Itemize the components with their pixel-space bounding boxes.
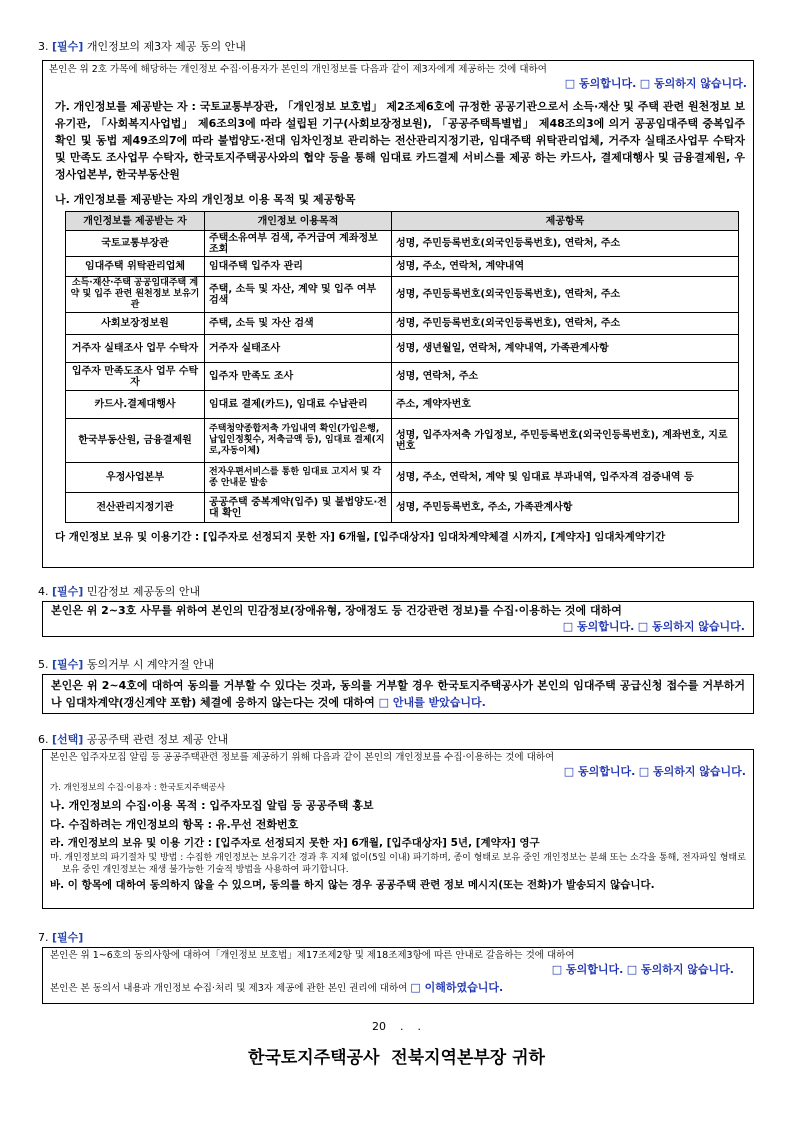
- table-row: 국토교통부장관 주택소유여부 검색, 주거급여 계좌정보조회 성명, 주민등록번호(외국인등록번호), 연락처, 주소: [66, 231, 739, 257]
- provision-table: [65, 211, 739, 523]
- rights-understanding: [50, 978, 746, 999]
- consent-intro: 본인은 위 2호 가목에 해당하는 개인정보 수집·이용자가 본인의 개인정보를 다음과 같이 제3자에게 제공하는 것에 대하여: [49, 64, 547, 75]
- understood-checkbox[interactable]: □ 이해하였습니다.: [410, 981, 504, 994]
- table-row: 우정사업본부 전자우편서비스를 통한 임대료 고지서 및 각종 안내문 발송 성명, 주소, 연락처, 계약 및 임대료 부과내역, 입주자격 검증내역 등: [66, 463, 739, 493]
- header-recipient: 개인정보를 제공받는 자: [66, 212, 205, 231]
- table-row: 임대주택 위탁관리업체 임대주택 입주자 관리 성명, 주소, 연락처, 계약내역: [66, 257, 739, 277]
- section-number: 4.: [38, 585, 49, 598]
- section-7-box: [42, 947, 754, 1004]
- retention-line: 라. 개인정보의 보유 및 이용 기간 : [입주자로 선정되지 못한 자] 6개월, [입주대상자] 5년, [계약자] 영구: [50, 837, 540, 849]
- section-heading: 동의거부 시 계약거절 안내: [86, 658, 215, 671]
- section-number: 3.: [38, 40, 49, 53]
- section-number: 5.: [38, 658, 49, 671]
- disagree-checkbox[interactable]: □ 동의하지 않습니다.: [638, 765, 746, 778]
- agree-checkbox[interactable]: □ 동의합니다.: [563, 765, 636, 778]
- agree-checkbox[interactable]: □ 동의합니다.: [564, 77, 637, 90]
- provided-to-text: 가. 개인정보를 제공받는 자 : 국토교통부장관, 「개인정보 보호법」 제2조제6호에 규정한 공공기관으로서 소득·재산 및 주택 관련 원천정보 보유기관, 「사회복지사업법」 제6조의3에 따라 설립된 기구(사회보장정보원), 「공공주택특별법」 제48조의3에 의거 공공임대주택 중복입주 확인 및 동법 제49조의7에 따라 불법양도·전대 임차인정보 관리하는 전산관리지정기관, 임대주택 위탁관리업체, 거주자 실태조사업무 수탁자 및 만족도 조사업무 수탁자, 한국토지주택공사와의 협약 등을 통해 임대료 카드결제 서비스를 제공 하는 카드사, 결제대행사 및 금융결제원, 우정사업본부, 한국부동산원: [55, 100, 745, 181]
- rights-text: 본인은 본 동의서 내용과 개인정보 수집·처리 및 제3자 제공에 관한 본인 권리에 대하여: [50, 983, 408, 994]
- section-heading: 개인정보의 제3자 제공 동의 안내: [86, 40, 246, 53]
- section-heading: 공공주택 관련 정보 제공 안내: [86, 733, 229, 746]
- sensitive-info-text: 본인은 위 2~3호 사무를 위하여 본인의 민감정보(장애유형, 장애정도 등 건강관련 정보)를 수집·이용하는 것에 대하여: [51, 604, 622, 617]
- purpose-heading: 나. 개인정보를 제공받는 자의 개인정보 이용 목적 및 제공항목: [55, 193, 356, 206]
- collector-line: 가. 개인정보의 수집·이용자 : 한국토지주택공사: [50, 783, 226, 793]
- table-row: 거주자 실태조사 업무 수탁자 거주자 실태조사 성명, 생년월일, 연락처, 계약내역, 가족관계사항: [66, 335, 739, 363]
- table-header-row: [66, 212, 739, 231]
- retention-period: 다 개인정보 보유 및 이용기간 : [입주자로 선정되지 못한 자] 6개월, [입주대상자] 임대차계약체결 시까지, [계약자] 임대차계약기간: [55, 531, 666, 543]
- section-number: 6.: [38, 733, 49, 746]
- agree-checkbox[interactable]: □ 동의합니다.: [551, 963, 624, 976]
- items-line: 다. 수집하려는 개인정보의 항목 : 유.무선 전화번호: [50, 818, 299, 831]
- disagree-checkbox[interactable]: □ 동의하지 않습니다.: [637, 620, 745, 633]
- table-row: 카드사.결제대행사 임대료 결제(카드), 임대료 수납관리 주소, 계약자번호: [66, 391, 739, 419]
- addressee: 한국토지주택공사 전북지역본부장 귀하: [248, 1048, 545, 1068]
- consent-choice: [50, 962, 746, 978]
- date-line: 20 . .: [372, 1020, 421, 1033]
- section-3-box: [42, 60, 754, 568]
- optional-tag: [선택]: [52, 733, 84, 746]
- section-3-title: [38, 38, 246, 54]
- consent-choice: [50, 764, 746, 779]
- section-number: 7.: [38, 931, 49, 944]
- required-tag: [필수]: [52, 585, 84, 598]
- section-7-title: [38, 929, 83, 945]
- section-6-box: [42, 749, 754, 909]
- consent-choice: [51, 619, 745, 635]
- refusal-text: 본인은 위 2~4호에 대하여 동의를 거부할 수 있다는 것과, 동의를 거부할 경우 한국토지주택공사가 본인의 임대주택 공급신청 접수를 거부하거나 임대차계약(갱신계약 포함) 체결에 응하지 않는다는 것에 대하여: [51, 679, 745, 709]
- required-tag: [필수]: [52, 40, 84, 53]
- section-4-title: [38, 583, 200, 599]
- table-row: 전산관리지정기관 공공주택 중복계약(입주) 및 불법양도·전대 확인 성명, 주민등록번호, 주소, 가족관계사항: [66, 493, 739, 523]
- required-tag: [필수]: [52, 931, 84, 944]
- purpose-line: 나. 개인정보의 수집·이용 목적 : 입주자모집 알림 등 공공주택 홍보: [50, 799, 374, 812]
- table-row: 입주자 만족도조사 업무 수탁자 입주자 만족도 조사 성명, 연락처, 주소: [66, 363, 739, 391]
- table-row: 한국부동산원, 금융결제원 주택청약종합저축 가입내역 확인(가입은행, 납입인정횟수, 저축금액 등), 임대료 결제(지로,자동이체) 성명, 입주자저축 가입정보, 주민등록번호(외국인등록번호), 계좌번호, 지로번호: [66, 419, 739, 463]
- header-items: 제공항목: [392, 212, 739, 231]
- destruction-line: 마. 개인정보의 파기절차 및 방법 : 수집한 개인정보는 보유기간 경과 후 지체 없이(5일 이내) 파기하며, 종이 형태로 보유 중인 개인정보는 분쇄 또는 소각을 통해, 전자파일 형태로 보유 중인 개인정보는 재생 불가능한 기술적 방법을 사용하여 파기합니다.: [50, 853, 746, 875]
- section-6-title: [38, 731, 228, 747]
- section-4-box: [42, 601, 754, 637]
- disagree-checkbox[interactable]: □ 동의하지 않습니다.: [639, 77, 747, 90]
- required-tag: [필수]: [52, 658, 84, 671]
- agree-checkbox[interactable]: □ 동의합니다.: [562, 620, 635, 633]
- refusal-note: 바. 이 항목에 대하여 동의하지 않을 수 있으며, 동의를 하지 않는 경우 공공주택 관련 정보 메시지(또는 전화)가 발송되지 않습니다.: [50, 879, 655, 891]
- notice-received-checkbox[interactable]: □ 안내를 받았습니다.: [378, 696, 486, 709]
- consent-choice: [49, 77, 747, 90]
- notice-substitution-text: 본인은 위 1~6호의 동의사항에 대하여「개인정보 보호법」제17조제2항 및 제18조제3항에 따른 안내로 갈음하는 것에 대하여: [50, 950, 575, 961]
- table-row: 소득·재산·주택 공공임대주택 계약 및 입주 관련 원천정보 보유기관 주택, 소득 및 자산, 계약 및 입주 여부 검색 성명, 주민등록번호(외국인등록번호), 연락처, 주소: [66, 277, 739, 313]
- consent-intro: 본인은 입주자모집 알림 등 공공주택관련 정보를 제공하기 위해 다음과 같이 본인의 개인정보를 수집·이용하는 것에 대하여: [50, 752, 555, 763]
- section-5-title: [38, 656, 214, 672]
- section-heading: 민감정보 제공동의 안내: [86, 585, 201, 598]
- header-purpose: 개인정보 이용목적: [205, 212, 392, 231]
- section-5-box: [42, 674, 754, 714]
- table-row: 사회보장정보원 주택, 소득 및 자산 검색 성명, 주민등록번호(외국인등록번호), 연락처, 주소: [66, 313, 739, 335]
- disagree-checkbox[interactable]: □ 동의하지 않습니다.: [626, 963, 734, 976]
- refusal-notice: [51, 677, 745, 711]
